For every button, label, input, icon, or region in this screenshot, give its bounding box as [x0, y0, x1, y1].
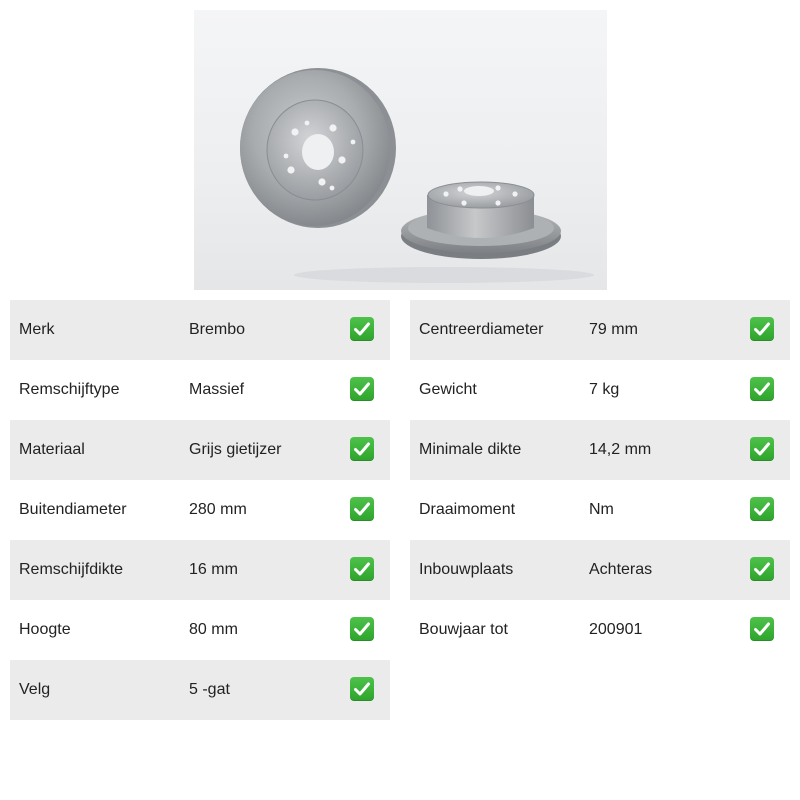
spec-label: Hoogte — [19, 621, 71, 638]
check-icon — [750, 437, 774, 461]
spec-label: Draaimoment — [419, 501, 516, 518]
brake-discs-illustration — [194, 10, 607, 290]
spec-row-hoogte — [10, 600, 390, 660]
spec-value: 5 -gat — [189, 681, 230, 698]
check-icon — [350, 377, 374, 401]
spec-value: 16 mm — [189, 561, 238, 578]
spec-row-velg — [10, 660, 390, 720]
spec-label: Remschijfdikte — [19, 561, 124, 578]
product-image — [194, 10, 607, 290]
spec-value: 80 mm — [189, 621, 238, 638]
spec-row-inbouwplaats — [410, 540, 790, 600]
spec-row-bouwjaar-tot — [410, 600, 790, 660]
spec-table-right — [410, 300, 790, 660]
check-icon — [350, 317, 374, 341]
spec-row-remschijfdikte — [10, 540, 390, 600]
spec-row-buitendiameter — [10, 480, 390, 540]
spec-value: 200901 — [589, 621, 643, 638]
spec-value: 280 mm — [189, 501, 247, 518]
spec-label: Velg — [19, 681, 51, 698]
spec-row-minimale-dikte — [410, 420, 790, 480]
rear-disc — [401, 182, 561, 259]
check-icon — [350, 677, 374, 701]
spec-value: Massief — [189, 381, 245, 398]
check-icon — [750, 377, 774, 401]
spec-value: 14,2 mm — [589, 441, 652, 458]
spec-label: Bouwjaar tot — [419, 621, 508, 638]
spec-label: Centreerdiameter — [419, 321, 544, 338]
spec-label: Remschijftype — [19, 381, 120, 398]
check-icon — [350, 497, 374, 521]
spec-table-left — [10, 300, 390, 720]
spec-row-draaimoment — [410, 480, 790, 540]
check-icon — [750, 317, 774, 341]
check-icon — [350, 617, 374, 641]
spec-label: Buitendiameter — [19, 501, 127, 518]
check-icon — [750, 617, 774, 641]
spec-value: Achteras — [589, 561, 653, 578]
spec-label: Materiaal — [19, 441, 85, 458]
spec-row-merk — [10, 300, 390, 360]
spec-row-gewicht — [410, 360, 790, 420]
spec-value: 7 kg — [589, 381, 620, 398]
front-disc — [240, 68, 396, 228]
spec-label: Merk — [19, 321, 55, 338]
spec-row-centreerdiameter — [410, 300, 790, 360]
spec-value: Nm — [589, 501, 614, 518]
check-icon — [750, 497, 774, 521]
spec-label: Minimale dikte — [419, 441, 522, 458]
spec-value: Brembo — [189, 321, 246, 338]
check-icon — [750, 557, 774, 581]
spec-row-remschijftype — [10, 360, 390, 420]
spec-value: Grijs gietijzer — [189, 441, 282, 458]
check-icon — [350, 557, 374, 581]
spec-label: Inbouwplaats — [419, 561, 514, 578]
check-icon — [350, 437, 374, 461]
spec-value: 79 mm — [589, 321, 638, 338]
spec-label: Gewicht — [419, 381, 477, 398]
spec-row-materiaal — [10, 420, 390, 480]
